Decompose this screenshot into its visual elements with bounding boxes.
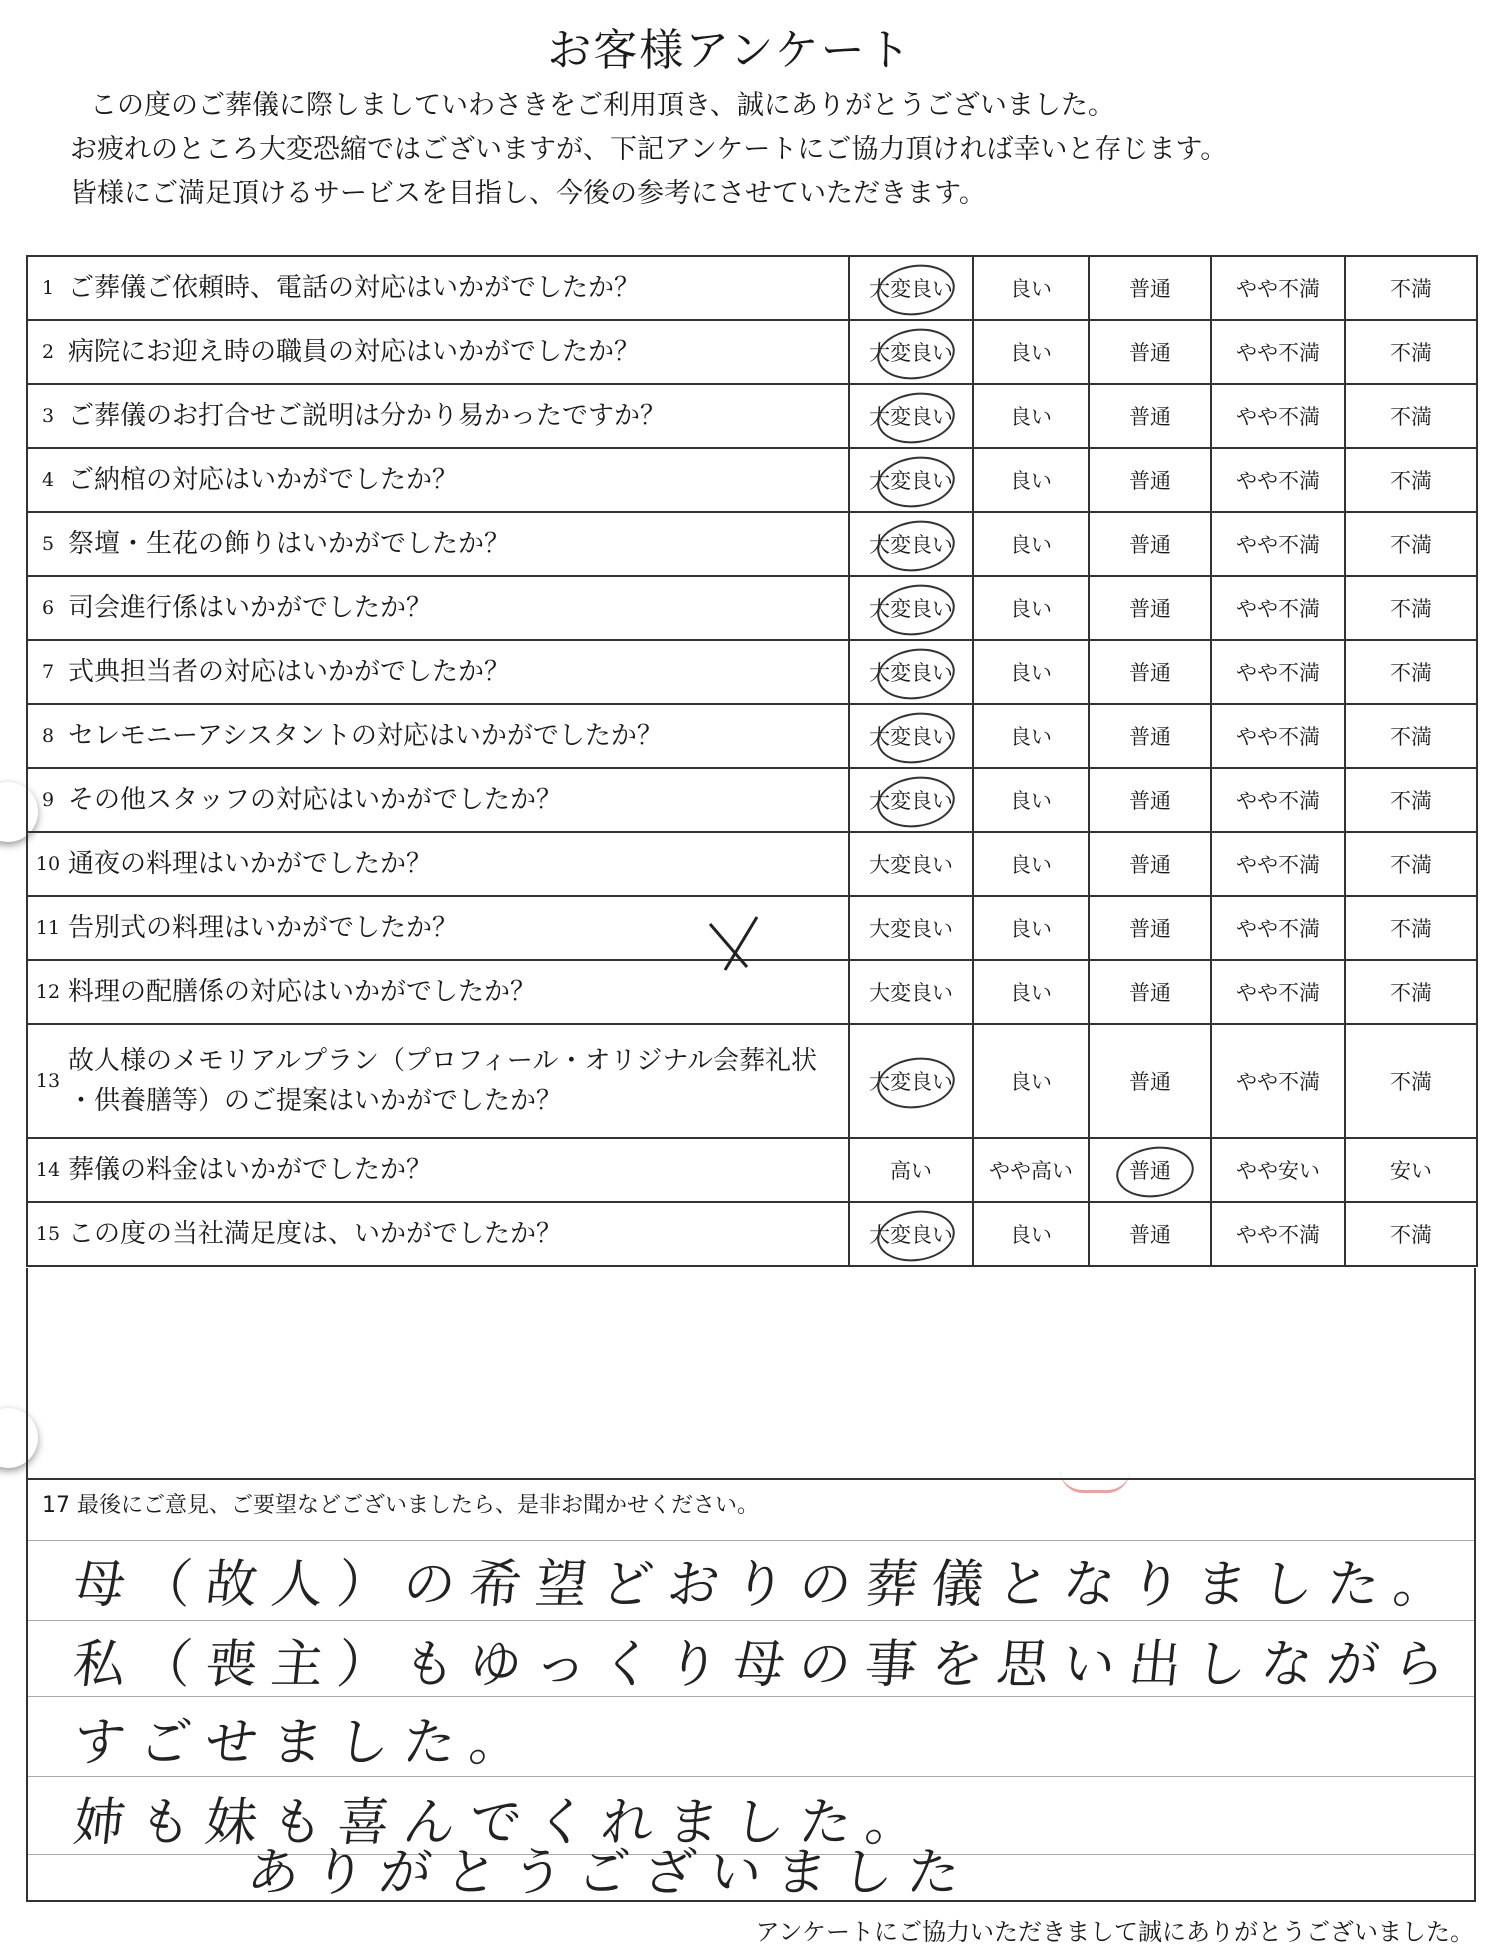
option-cell[interactable]: 普通: [1089, 1202, 1211, 1266]
option-cell[interactable]: 普通: [1089, 448, 1211, 512]
question-text-line: 祭壇・生花の飾りはいかがでしたか？: [68, 529, 511, 559]
page-title: お客様アンケート: [547, 25, 913, 76]
option-cell[interactable]: やや安い: [1211, 1138, 1345, 1202]
question-text-line: 料理の配膳係の対応はいかがでしたか？: [68, 977, 537, 1007]
question-number: 9: [41, 789, 55, 811]
question-text: [68, 1041, 817, 1121]
question-text: [68, 844, 432, 884]
question-text: [68, 460, 458, 500]
question-number: 15: [35, 1223, 61, 1245]
option-cell[interactable]: 良い: [973, 960, 1089, 1024]
option-cell[interactable]: 普通: [1089, 1024, 1211, 1138]
option-cell[interactable]: 良い: [973, 384, 1089, 448]
option-cell-selected[interactable]: 大変良い: [849, 640, 973, 704]
question-cell: [27, 256, 849, 320]
question-text: [68, 716, 663, 756]
option-cell[interactable]: 良い: [973, 448, 1089, 512]
option-cell[interactable]: 不満: [1345, 1202, 1477, 1266]
option-cell[interactable]: やや不満: [1211, 640, 1345, 704]
question-cell: [27, 448, 849, 512]
option-cell[interactable]: 良い: [973, 256, 1089, 320]
option-cell[interactable]: やや不満: [1211, 384, 1345, 448]
footer-thanks: アンケートにご協力いただきまして誠にありがとうございました。: [755, 1918, 1474, 1946]
question-text: [68, 652, 510, 692]
question-text-line: セレモニーアシスタントの対応はいかがでしたか？: [68, 721, 663, 751]
option-cell[interactable]: 不満: [1345, 832, 1477, 896]
option-cell[interactable]: 普通: [1089, 576, 1211, 640]
question-text-line: ・供養膳等）のご提案はいかがでしたか？: [68, 1086, 563, 1116]
option-cell-selected[interactable]: 大変良い: [849, 256, 973, 320]
intro-text: [70, 84, 1227, 216]
option-cell[interactable]: 良い: [973, 512, 1089, 576]
handwritten-line: 姉も妹も喜んでくれました。: [70, 1793, 935, 1853]
question-cell: [27, 1202, 849, 1266]
question-number: 6: [41, 597, 55, 619]
option-cell[interactable]: やや不満: [1211, 1202, 1345, 1266]
question-text-line: 司会進行係はいかがでしたか？: [68, 593, 433, 623]
option-cell-selected[interactable]: 普通: [1089, 1138, 1211, 1202]
survey-row: [27, 384, 1477, 448]
question-number: 10: [35, 853, 61, 875]
option-cell-selected[interactable]: 大変良い: [849, 704, 973, 768]
question-text: [68, 972, 536, 1012]
option-cell[interactable]: やや高い: [973, 1138, 1089, 1202]
option-cell[interactable]: 良い: [973, 320, 1089, 384]
question-text-line: 病院にお迎え時の職員の対応はいかがでしたか？: [68, 337, 641, 367]
question-text-line: この度の当社満足度は、いかがでしたか？: [68, 1219, 563, 1249]
handwritten-line: 私（喪主）もゆっくり母の事を思い出しながら: [70, 1635, 1463, 1695]
option-cell[interactable]: 良い: [973, 1024, 1089, 1138]
survey-row: [27, 832, 1477, 896]
option-cell-selected[interactable]: 大変良い: [849, 384, 973, 448]
comment-box: [26, 1478, 1476, 1902]
question-text-line: ご葬儀ご依頼時、電話の対応はいかがでしたか？: [68, 273, 641, 303]
question-number: 1: [41, 277, 55, 299]
option-cell-selected[interactable]: 大変良い: [849, 768, 973, 832]
question-number: 8: [41, 725, 55, 747]
survey-row: [27, 320, 1477, 384]
option-cell[interactable]: 不満: [1345, 576, 1477, 640]
question-cell: [27, 384, 849, 448]
question-cell: [27, 320, 849, 384]
survey-row: [27, 1024, 1477, 1138]
question-number: 3: [41, 405, 55, 427]
option-cell[interactable]: やや不満: [1211, 512, 1345, 576]
question-cell: [27, 640, 849, 704]
question-cell: [27, 1024, 849, 1138]
survey-row: [27, 448, 1477, 512]
survey-row: [27, 1138, 1477, 1202]
option-cell-selected[interactable]: 大変良い: [849, 512, 973, 576]
option-cell[interactable]: 大変良い: [849, 960, 973, 1024]
survey-row: [27, 768, 1477, 832]
question-number: 13: [35, 1070, 61, 1092]
option-cell[interactable]: やや不満: [1211, 896, 1345, 960]
question-text: [68, 1214, 562, 1254]
option-cell[interactable]: 良い: [973, 640, 1089, 704]
option-cell[interactable]: 不満: [1345, 640, 1477, 704]
option-cell[interactable]: 不満: [1345, 256, 1477, 320]
option-cell[interactable]: やや不満: [1211, 832, 1345, 896]
survey-table: [26, 255, 1478, 1267]
question-text: [68, 268, 640, 308]
question-number: 14: [35, 1159, 61, 1181]
question-text-line: その他スタッフの対応はいかがでしたか？: [68, 785, 563, 815]
question-text-line: 通夜の料理はいかがでしたか？: [68, 849, 433, 879]
option-cell[interactable]: やや不満: [1211, 448, 1345, 512]
option-cell[interactable]: 不満: [1345, 448, 1477, 512]
x-mark: [705, 912, 765, 972]
option-cell[interactable]: 不満: [1345, 384, 1477, 448]
question-number: 2: [41, 341, 55, 363]
option-cell[interactable]: 不満: [1345, 512, 1477, 576]
question-cell: [27, 832, 849, 896]
option-cell[interactable]: 普通: [1089, 384, 1211, 448]
survey-row: [27, 1202, 1477, 1266]
option-cell[interactable]: 普通: [1089, 256, 1211, 320]
intro-line: お疲れのところ大変恐縮ではございますが、下記アンケートにご協力頂ければ幸いと存じます。: [70, 134, 1228, 165]
option-cell-selected[interactable]: 大変良い: [849, 448, 973, 512]
question-number: 4: [41, 469, 55, 491]
option-cell-selected[interactable]: 大変良い: [849, 1024, 973, 1138]
option-cell[interactable]: 普通: [1089, 832, 1211, 896]
question-cell: [27, 1138, 849, 1202]
question-text-line: ご葬儀のお打合せご説明は分かり易かったですか？: [68, 401, 667, 431]
option-cell[interactable]: 良い: [973, 1202, 1089, 1266]
option-cell[interactable]: 良い: [973, 576, 1089, 640]
intro-line: 皆様にご満足頂けるサービスを目指し、今後の参考にさせていただきます。: [70, 178, 986, 209]
question-number: 7: [41, 661, 55, 683]
question-text: [68, 524, 510, 564]
question-number: 12: [35, 981, 61, 1003]
survey-row: [27, 704, 1477, 768]
question-text: [68, 332, 640, 372]
option-cell[interactable]: 不満: [1345, 1024, 1477, 1138]
option-cell[interactable]: 良い: [973, 704, 1089, 768]
question-text-line: 葬儀の料金はいかがでしたか？: [68, 1155, 433, 1185]
option-cell[interactable]: 普通: [1089, 640, 1211, 704]
question-cell: [27, 704, 849, 768]
comment-label: 17 最後にご意見、ご要望などございましたら、是非お聞かせください。: [42, 1493, 759, 1518]
option-cell[interactable]: 大変良い: [849, 832, 973, 896]
option-cell[interactable]: 不満: [1345, 704, 1477, 768]
option-cell[interactable]: 普通: [1089, 512, 1211, 576]
blank-row-16: [26, 1268, 1476, 1480]
survey-row: [27, 640, 1477, 704]
option-cell[interactable]: 良い: [973, 768, 1089, 832]
option-cell[interactable]: 不満: [1345, 320, 1477, 384]
question-cell: [27, 768, 849, 832]
question-text: [68, 396, 666, 436]
option-cell[interactable]: やや不満: [1211, 576, 1345, 640]
option-cell[interactable]: やや不満: [1211, 1024, 1345, 1138]
question-text: [68, 588, 432, 628]
option-cell[interactable]: やや不満: [1211, 704, 1345, 768]
handwritten-line: ありがとうございました: [244, 1843, 977, 1903]
handwritten-line: 母（故人）の希望どおりの葬儀となりました。: [70, 1555, 1463, 1615]
option-cell[interactable]: 普通: [1089, 768, 1211, 832]
option-cell-selected[interactable]: 大変良い: [849, 576, 973, 640]
survey-row: [27, 256, 1477, 320]
option-cell-selected[interactable]: 大変良い: [849, 320, 973, 384]
question-text: [68, 1150, 432, 1190]
survey-row: [27, 512, 1477, 576]
question-cell: [27, 512, 849, 576]
question-cell: [27, 576, 849, 640]
option-cell[interactable]: 普通: [1089, 320, 1211, 384]
option-cell[interactable]: 普通: [1089, 960, 1211, 1024]
question-text-line: ご納棺の対応はいかがでしたか？: [68, 465, 459, 495]
question-number: 5: [41, 533, 55, 555]
option-cell[interactable]: 安い: [1345, 1138, 1477, 1202]
question-text: [68, 908, 458, 948]
option-cell[interactable]: やや不満: [1211, 256, 1345, 320]
option-cell[interactable]: 良い: [973, 896, 1089, 960]
question-text-line: 告別式の料理はいかがでしたか？: [68, 913, 459, 943]
question-text: [68, 780, 562, 820]
option-cell-selected[interactable]: 大変良い: [849, 1202, 973, 1266]
handwritten-line: すごせました。: [70, 1713, 539, 1773]
option-cell[interactable]: やや不満: [1211, 960, 1345, 1024]
question-text-line: 故人様のメモリアルプラン（プロフィール・オリジナル会葬礼状: [68, 1046, 818, 1076]
question-number: 11: [35, 917, 61, 939]
option-cell[interactable]: やや不満: [1211, 320, 1345, 384]
option-cell[interactable]: 高い: [849, 1138, 973, 1202]
intro-line: この度のご葬儀に際しましていわさきをご利用頂き、誠にありがとうございました。: [90, 90, 1115, 121]
option-cell[interactable]: 大変良い: [849, 896, 973, 960]
option-cell[interactable]: やや不満: [1211, 768, 1345, 832]
option-cell[interactable]: 普通: [1089, 704, 1211, 768]
question-text-line: 式典担当者の対応はいかがでしたか？: [68, 657, 511, 687]
option-cell[interactable]: 不満: [1345, 960, 1477, 1024]
option-cell[interactable]: 良い: [973, 832, 1089, 896]
option-cell[interactable]: 不満: [1345, 768, 1477, 832]
survey-row: [27, 576, 1477, 640]
option-cell[interactable]: 普通: [1089, 896, 1211, 960]
option-cell[interactable]: 不満: [1345, 896, 1477, 960]
